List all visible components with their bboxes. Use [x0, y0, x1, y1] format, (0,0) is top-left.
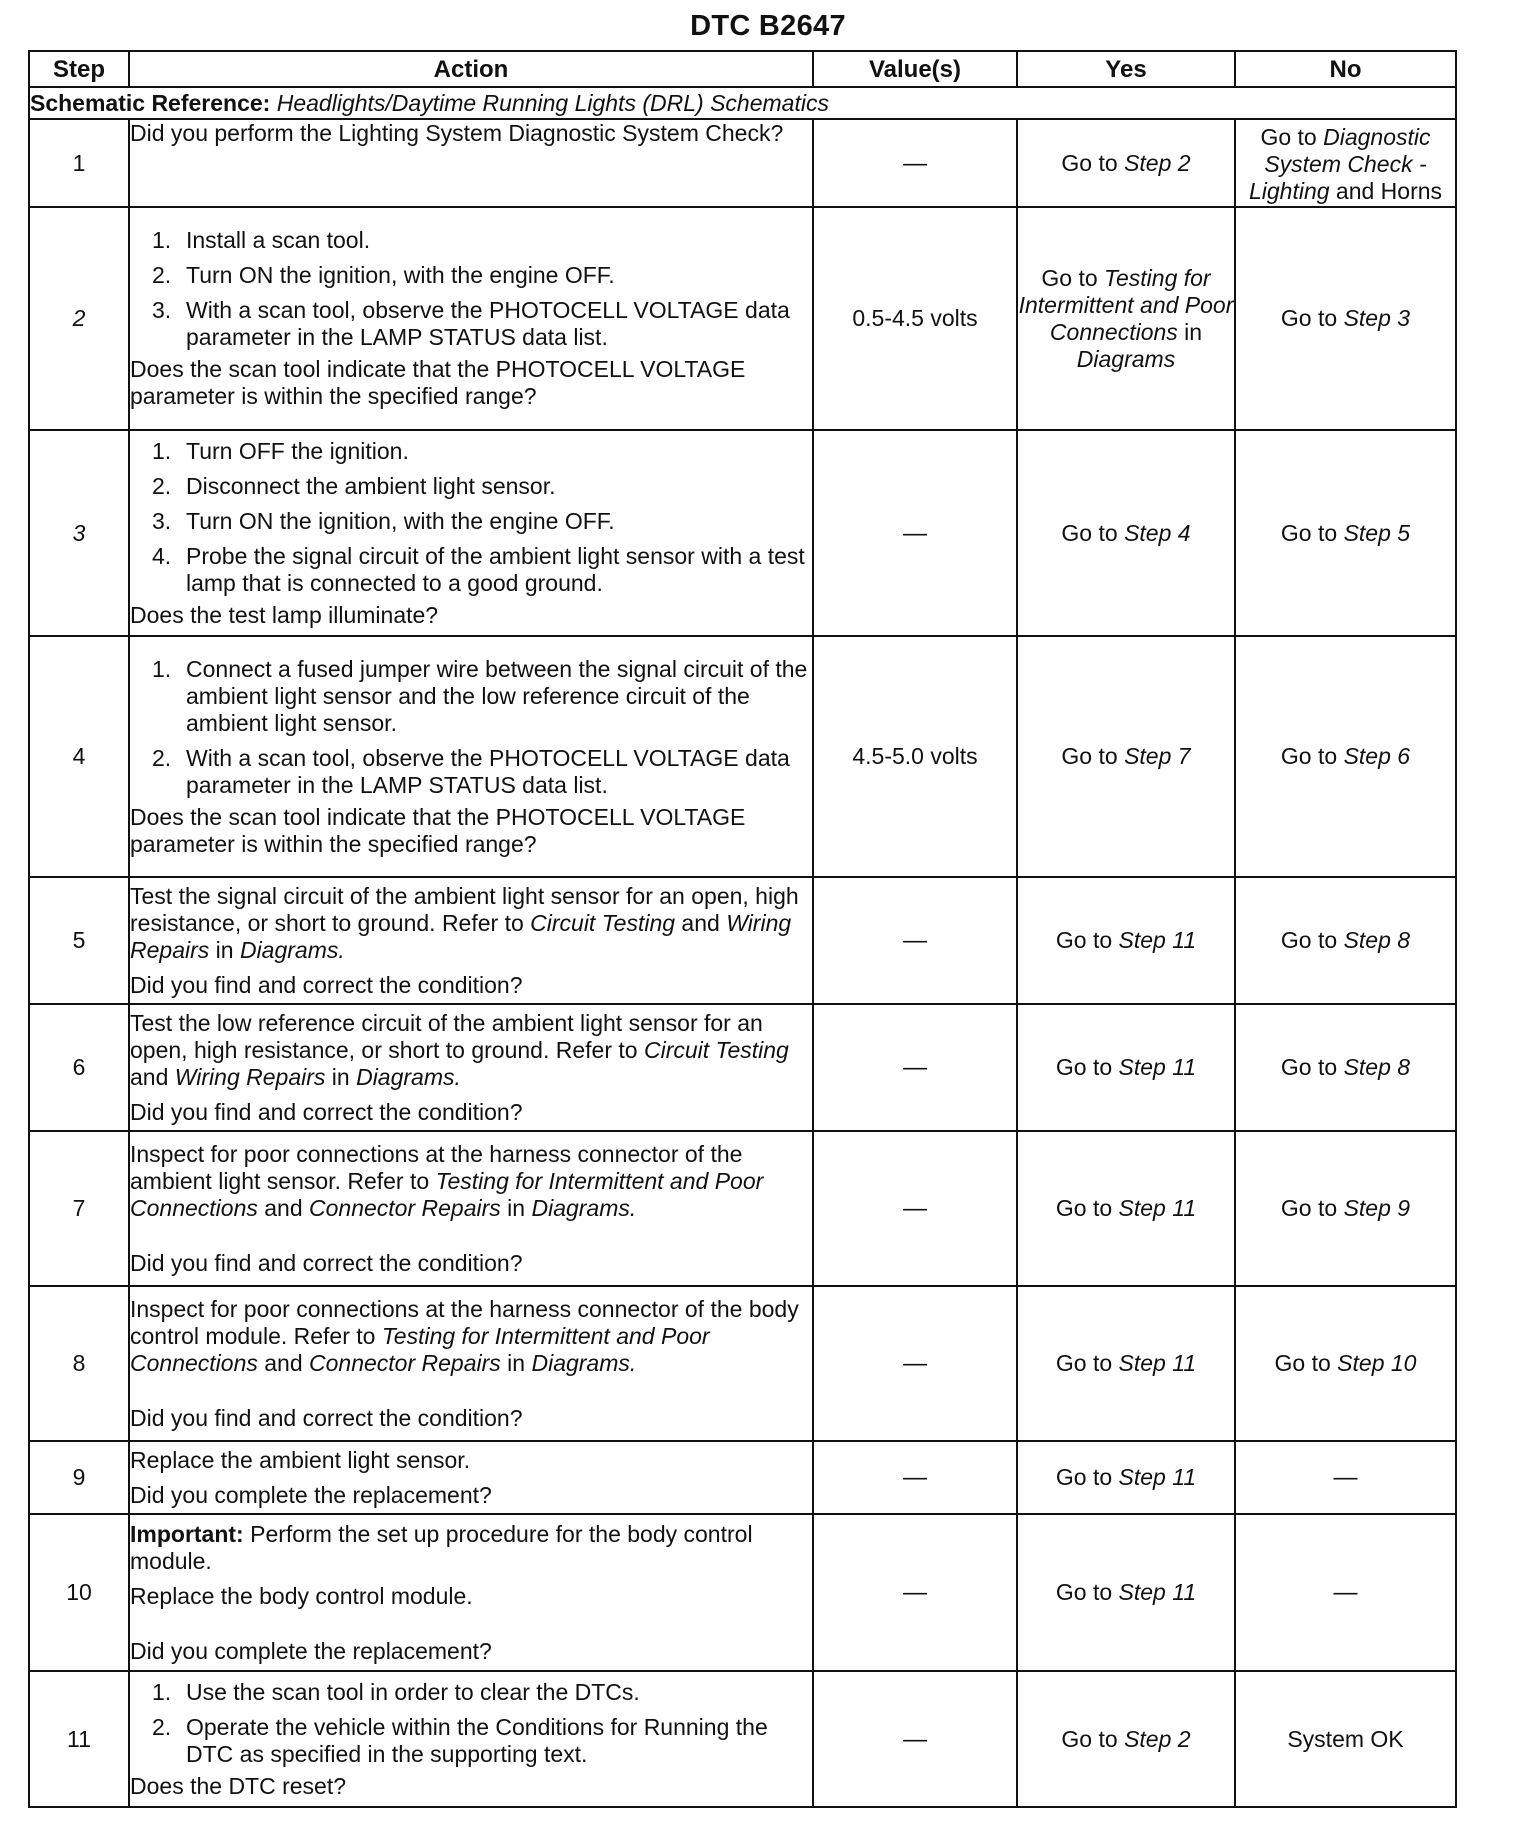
- action-text: Test the low reference circuit of the ambient light sensor for an open, high resistance, or short to ground. Refer to Circuit Testing and Wiring Repairs in Diagrams.: [130, 1009, 789, 1090]
- doc-link[interactable]: Diagrams.: [356, 1063, 461, 1090]
- step-link[interactable]: Step 11: [1118, 1579, 1197, 1605]
- doc-link[interactable]: Diagrams.: [239, 936, 345, 963]
- step-link[interactable]: Step 4: [1124, 519, 1191, 546]
- no-cell: [1235, 1004, 1456, 1131]
- goto-text: Go to: [1274, 1350, 1331, 1376]
- no-cell: [1235, 636, 1456, 877]
- goto-text: Go to: [1280, 927, 1338, 953]
- table-row: [29, 1286, 1456, 1441]
- step-number: 10: [29, 1514, 129, 1671]
- page-title: DTC B2647: [690, 10, 846, 42]
- goto-text: Go to: [1055, 1054, 1113, 1080]
- no-cell: [1235, 1131, 1456, 1286]
- value-cell: —: [813, 119, 1017, 207]
- no-cell: [1235, 119, 1456, 207]
- yes-cell: [1017, 207, 1235, 430]
- table-row: [29, 1004, 1456, 1131]
- step-number: 1: [29, 119, 129, 207]
- yes-cell: [1017, 1131, 1235, 1286]
- action-item: 1. Connect a fused jumper wire between the signal circuit of the ambient light sensor and the low reference circuit of the ambient light sensor.: [152, 655, 808, 736]
- table-row: [29, 430, 1456, 636]
- goto-text: Go to: [1280, 305, 1338, 331]
- action-cell: [129, 1286, 813, 1441]
- action-question: Did you complete the replacement?: [130, 1481, 492, 1508]
- action-item: 2. Operate the vehicle within the Conditions for Running the DTC as specified in the supporting text.: [152, 1713, 768, 1767]
- step-link[interactable]: Step 2: [1124, 149, 1191, 176]
- step-link[interactable]: Step 8: [1343, 1054, 1411, 1080]
- table-row: [29, 877, 1456, 1004]
- goto-text: Go to: [1061, 1725, 1118, 1752]
- goto-text: Go to: [1055, 927, 1113, 953]
- action-text: Replace the body control module.: [130, 1582, 473, 1609]
- diagnostic-table: [28, 50, 1457, 1808]
- action-question: Does the scan tool indicate that the PHOTOCELL VOLTAGE parameter is within the specified range?: [130, 803, 746, 857]
- action-question: Did you perform the Lighting System Diagnostic System Check?: [130, 120, 784, 146]
- step-link[interactable]: Step 11: [1118, 1350, 1197, 1376]
- header-yes: Yes: [1017, 51, 1235, 87]
- table-row: [29, 1441, 1456, 1514]
- step-link[interactable]: Step 11: [1118, 1054, 1197, 1080]
- yes-cell: [1017, 1671, 1235, 1807]
- action-text: Inspect for poor connections at the harness connector of the body control module. Refer to Testing for Intermittent and Poor Connections and Connector Repairs in Diagrams.: [130, 1295, 799, 1376]
- step-number: 5: [29, 877, 129, 1004]
- no-cell: [1235, 207, 1456, 430]
- goto-text: Go to: [1041, 264, 1098, 291]
- goto-text: Go to: [1260, 124, 1317, 150]
- table-row: [29, 1514, 1456, 1671]
- yes-cell: [1017, 1441, 1235, 1514]
- step-link[interactable]: Step 11: [1118, 927, 1197, 953]
- value-cell: —: [813, 430, 1017, 636]
- table-row: [29, 207, 1456, 430]
- step-link[interactable]: Step 7: [1124, 743, 1191, 769]
- action-item: 2. Turn ON the ignition, with the engine OFF.: [152, 262, 615, 288]
- action-cell: [129, 119, 813, 207]
- header-action: Action: [129, 51, 813, 87]
- action-item: 1. Turn OFF the ignition.: [152, 437, 409, 464]
- schematic-row: [29, 87, 1456, 119]
- value-cell: 0.5-4.5 volts: [813, 207, 1017, 430]
- goto-text: Go to: [1055, 1464, 1113, 1490]
- step-number: 6: [29, 1004, 129, 1131]
- step-link[interactable]: Step 3: [1343, 305, 1411, 331]
- header-value: Value(s): [813, 51, 1017, 87]
- action-item: 1. Install a scan tool.: [152, 227, 371, 253]
- action-cell: [129, 1514, 813, 1671]
- no-cell: System OK: [1235, 1671, 1456, 1807]
- step-link[interactable]: Step 2: [1124, 1725, 1191, 1752]
- schematic-reference: [29, 87, 1456, 119]
- action-item: 3. With a scan tool, observe the PHOTOCELL VOLTAGE data parameter in the LAMP STATUS data list.: [152, 297, 790, 350]
- schematic-label: Schematic Reference:: [30, 89, 271, 116]
- action-question: Did you find and correct the condition?: [130, 971, 523, 998]
- important-label: Important:: [130, 1520, 244, 1547]
- yes-cell: [1017, 1004, 1235, 1131]
- link-suffix: and Horns: [1335, 178, 1443, 204]
- table-row: [29, 1671, 1456, 1807]
- yes-cell: [1017, 636, 1235, 877]
- header-no: No: [1235, 51, 1456, 87]
- step-number: 2: [29, 207, 129, 430]
- header-row: [29, 51, 1456, 87]
- doc-link[interactable]: Circuit Testing: [643, 1036, 789, 1063]
- goto-text: Go to: [1280, 1195, 1338, 1221]
- doc-link[interactable]: Testing for Intermittent and Poor Connections: [1018, 264, 1234, 345]
- doc-link[interactable]: Diagrams.: [531, 1349, 637, 1376]
- step-number: 9: [29, 1441, 129, 1514]
- goto-text: Go to: [1061, 519, 1118, 546]
- doc-link[interactable]: Connector Repairs: [309, 1349, 501, 1376]
- action-cell: [129, 207, 813, 430]
- action-question: Did you complete the replacement?: [130, 1637, 492, 1664]
- step-link[interactable]: Step 8: [1343, 927, 1411, 953]
- step-number: 11: [29, 1671, 129, 1807]
- step-number: 8: [29, 1286, 129, 1441]
- header-step: Step: [29, 51, 129, 87]
- action-cell: [129, 877, 813, 1004]
- goto-text: Go to: [1280, 1054, 1338, 1080]
- link-connector: in: [1184, 318, 1203, 345]
- value-cell: —: [813, 1004, 1017, 1131]
- yes-cell: [1017, 1286, 1235, 1441]
- doc-link[interactable]: Testing for Intermittent and Poor Connections: [130, 1167, 764, 1221]
- action-cell: [129, 636, 813, 877]
- value-cell: —: [813, 1286, 1017, 1441]
- no-cell: —: [1235, 1441, 1456, 1514]
- doc-link[interactable]: Wiring Repairs: [130, 909, 792, 963]
- goto-text: Go to: [1055, 1195, 1113, 1221]
- doc-link[interactable]: Connector Repairs: [309, 1194, 501, 1221]
- step-number: 7: [29, 1131, 129, 1286]
- action-cell: [129, 1441, 813, 1514]
- action-question: Does the test lamp illuminate?: [130, 601, 439, 628]
- action-item: 4. Probe the signal circuit of the ambient light sensor with a test lamp that is connected to a good ground.: [152, 542, 805, 596]
- action-question: Does the scan tool indicate that the PHOTOCELL VOLTAGE parameter is within the specified range?: [130, 356, 746, 409]
- action-question: Did you find and correct the condition?: [130, 1404, 523, 1431]
- value-cell: —: [813, 1131, 1017, 1286]
- action-question: Did you find and correct the condition?: [130, 1249, 523, 1276]
- table-row: [29, 636, 1456, 877]
- step-number: 4: [29, 636, 129, 877]
- value-cell: 4.5-5.0 volts: [813, 636, 1017, 877]
- action-cell: [129, 1131, 813, 1286]
- doc-link[interactable]: Diagrams.: [531, 1194, 637, 1221]
- step-link[interactable]: Step 11: [1118, 1464, 1197, 1490]
- yes-cell: [1017, 119, 1235, 207]
- doc-link[interactable]: Diagrams: [1076, 345, 1176, 372]
- action-text: Replace the ambient light sensor.: [130, 1446, 471, 1473]
- action-item: 3. Turn ON the ignition, with the engine OFF.: [152, 507, 615, 534]
- value-cell: —: [813, 1671, 1017, 1807]
- action-text: Inspect for poor connections at the harness connector of the ambient light sensor. Refer to Testing for Intermittent and Poor Connections and Connector Repairs in Diagrams.: [130, 1140, 764, 1221]
- goto-text: Go to: [1280, 743, 1338, 769]
- yes-cell: [1017, 430, 1235, 636]
- table-row: [29, 119, 1456, 207]
- value-cell: —: [813, 877, 1017, 1004]
- action-item: 2. Disconnect the ambient light sensor.: [152, 472, 556, 499]
- goto-text: Go to: [1280, 519, 1338, 546]
- schematic-link[interactable]: Headlights/Daytime Running Lights (DRL) Schematics: [276, 89, 829, 116]
- goto-text: Go to: [1061, 149, 1118, 176]
- doc-link[interactable]: Circuit Testing: [530, 909, 676, 936]
- step-link[interactable]: Step 9: [1343, 1195, 1411, 1221]
- goto-text: Go to: [1055, 1579, 1113, 1605]
- no-cell: [1235, 1286, 1456, 1441]
- step-link[interactable]: Step 11: [1118, 1195, 1197, 1221]
- no-cell: —: [1235, 1514, 1456, 1671]
- doc-link[interactable]: Diagnostic System Check - Lighting: [1248, 124, 1431, 204]
- value-cell: —: [813, 1514, 1017, 1671]
- no-cell: [1235, 877, 1456, 1004]
- action-cell: [129, 1004, 813, 1131]
- action-item: 2. With a scan tool, observe the PHOTOCELL VOLTAGE data parameter in the LAMP STATUS data list.: [152, 744, 790, 798]
- doc-link[interactable]: Wiring Repairs: [174, 1063, 326, 1090]
- action-question: Did you find and correct the condition?: [130, 1098, 523, 1125]
- action-item: 1. Use the scan tool in order to clear the DTCs.: [152, 1678, 640, 1705]
- goto-text: Go to: [1055, 1350, 1113, 1376]
- action-text: Test the signal circuit of the ambient light sensor for an open, high resistance, or short to ground. Refer to Circuit Testing and Wiring Repairs in Diagrams.: [130, 882, 799, 963]
- goto-text: Go to: [1061, 743, 1118, 769]
- step-link[interactable]: Step 5: [1343, 519, 1411, 546]
- table-row: [29, 1131, 1456, 1286]
- action-cell: [129, 430, 813, 636]
- important-note: Important: Perform the set up procedure for the body control module.: [130, 1520, 753, 1574]
- doc-link[interactable]: Testing for Intermittent and Poor Connections: [130, 1322, 710, 1376]
- no-cell: [1235, 430, 1456, 636]
- action-cell: [129, 1671, 813, 1807]
- value-cell: —: [813, 1441, 1017, 1514]
- yes-cell: [1017, 877, 1235, 1004]
- step-link[interactable]: Step 6: [1343, 743, 1411, 769]
- step-number: 3: [29, 430, 129, 636]
- action-question: Does the DTC reset?: [130, 1772, 347, 1799]
- yes-cell: [1017, 1514, 1235, 1671]
- step-link[interactable]: Step 10: [1337, 1350, 1417, 1376]
